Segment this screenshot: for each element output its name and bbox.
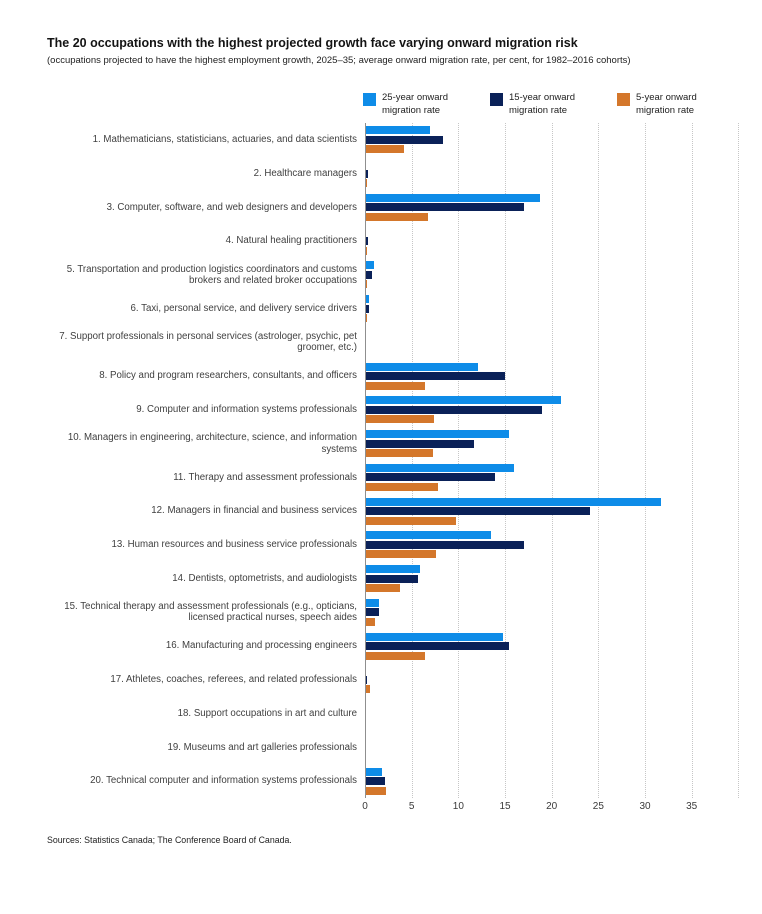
x-axis-tick-label: 0 [362,801,368,813]
chart-row [40,461,740,495]
legend-label: 25-year onward migration rate [382,92,449,116]
category-label: 2. Healthcare managers [253,167,357,179]
plot-area [40,123,740,798]
category-label: 9. Computer and information systems professionals [136,404,357,416]
chart-row [40,326,740,360]
category-label: 16. Manufacturing and processing engineers [165,640,357,652]
bar-15yr [365,136,443,144]
bar-15yr [365,203,524,211]
category-label: 14. Dentists, optometrists, and audiologists [172,572,357,584]
bar-chart [40,123,740,817]
chart-title: The 20 occupations with the highest projected growth face varying onward migration risk [47,36,578,50]
source-note: Sources: Statistics Canada; The Conference Board of Canada. [47,835,292,846]
chart-row [40,663,740,697]
bar-group [365,768,740,795]
category-label: 17. Athletes, coaches, referees, and related professionals [110,674,357,686]
bar-5yr [365,483,438,491]
chart-row [40,292,740,326]
bar-group [365,531,740,558]
bar-5yr [365,652,425,660]
chart-row [40,528,740,562]
legend-label: 15-year onward migration rate [509,92,576,116]
legend-label: 5-year onward migration rate [636,92,697,116]
bar-5yr [365,618,375,626]
chart-row [40,596,740,630]
bar-5yr [365,382,425,390]
category-label: 1. Mathematicians, statisticians, actuaries, and data scientists [92,134,357,146]
chart-row [40,427,740,461]
y-axis-line [365,123,366,798]
chart-subtitle: (occupations projected to have the highest employment growth, 2025–35; average onward migration rate, per cent, for 1982–2016 cohorts) [47,55,631,66]
x-axis-tick-label: 25 [592,801,604,813]
x-axis-tick-label: 5 [408,801,415,813]
category-label: 15. Technical therapy and assessment professionals (e.g., opticians, licensed practical nurses, speech aides [64,601,357,624]
chart-row [40,224,740,258]
category-label: 13. Human resources and business service professionals [111,539,357,551]
bar-group [365,329,740,356]
bar-group [365,633,740,660]
bar-group [365,565,740,592]
bar-15yr [365,575,418,583]
bar-15yr [365,473,495,481]
bar-15yr [365,608,379,616]
x-axis-tick-label: 30 [639,801,651,813]
category-label: 20. Technical computer and information systems professionals [90,775,357,787]
category-label: 7. Support professionals in personal services (astrologer, psychic, pet groomer, etc.) [59,331,357,354]
bar-15yr [365,642,509,650]
bar-25yr [365,633,503,641]
category-label: 19. Museums and art galleries professionals [167,741,357,753]
bar-group [365,734,740,761]
bar-group [365,126,740,153]
bar-group [365,261,740,288]
chart-row [40,629,740,663]
chart-row [40,359,740,393]
chart-row [40,562,740,596]
chart-row [40,258,740,292]
bar-25yr [365,531,491,539]
x-axis [40,801,740,817]
x-axis-tick-label: 15 [499,801,511,813]
bar-15yr [365,406,542,414]
bar-25yr [365,430,509,438]
bar-25yr [365,565,420,573]
bar-group [365,430,740,457]
chart-row [40,393,740,427]
category-label: 5. Transportation and production logistics coordinators and customs brokers and related broker occupations [66,263,357,286]
category-label: 3. Computer, software, and web designers and developers [106,201,357,213]
legend-swatch-icon [617,93,630,106]
bar-25yr [365,363,478,371]
category-label: 10. Managers in engineering, architecture, science, and information systems [67,432,357,455]
category-label: 11. Therapy and assessment professionals [173,471,357,483]
bar-group [365,498,740,525]
bar-25yr [365,194,540,202]
bar-25yr [365,396,561,404]
x-axis-tick-label: 35 [686,801,698,813]
chart-row [40,731,740,765]
category-label: 4. Natural healing practitioners [225,235,357,247]
legend-item-15yr [490,92,600,117]
bar-5yr [365,145,404,153]
x-axis-tick-label: 10 [452,801,464,813]
bar-group [365,228,740,255]
bar-25yr [365,126,430,134]
bar-25yr [365,768,382,776]
chart-row [40,123,740,157]
bar-group [365,396,740,423]
bar-25yr [365,498,661,506]
bar-5yr [365,550,436,558]
bar-15yr [365,507,590,515]
bar-5yr [365,787,386,795]
bar-15yr [365,372,505,380]
bar-25yr [365,261,374,269]
bar-15yr [365,777,385,785]
bar-5yr [365,517,456,525]
legend [363,92,762,117]
chart-row [40,191,740,225]
category-label: 12. Managers in financial and business services [151,505,357,517]
chart-row [40,764,740,798]
bar-group [365,295,740,322]
bar-5yr [365,449,433,457]
bar-group [365,464,740,491]
bar-group [365,363,740,390]
bar-25yr [365,464,514,472]
bar-15yr [365,541,524,549]
bar-group [365,700,740,727]
chart-header [47,36,742,66]
legend-item-5yr [617,92,727,117]
bar-group [365,194,740,221]
bar-group [365,160,740,187]
category-label: 8. Policy and program researchers, consultants, and officers [99,370,357,382]
chart-row [40,157,740,191]
legend-swatch-icon [490,93,503,106]
bar-15yr [365,440,474,448]
chart-row [40,697,740,731]
legend-swatch-icon [363,93,376,106]
bar-25yr [365,599,379,607]
bar-5yr [365,415,434,423]
chart-row [40,494,740,528]
legend-item-25yr [363,92,473,117]
bar-group [365,666,740,693]
bar-group [365,599,740,626]
bar-5yr [365,584,400,592]
bar-5yr [365,213,428,221]
category-label: 18. Support occupations in art and culture [177,707,357,719]
category-label: 6. Taxi, personal service, and delivery service drivers [130,302,357,314]
x-axis-tick-label: 20 [546,801,558,813]
